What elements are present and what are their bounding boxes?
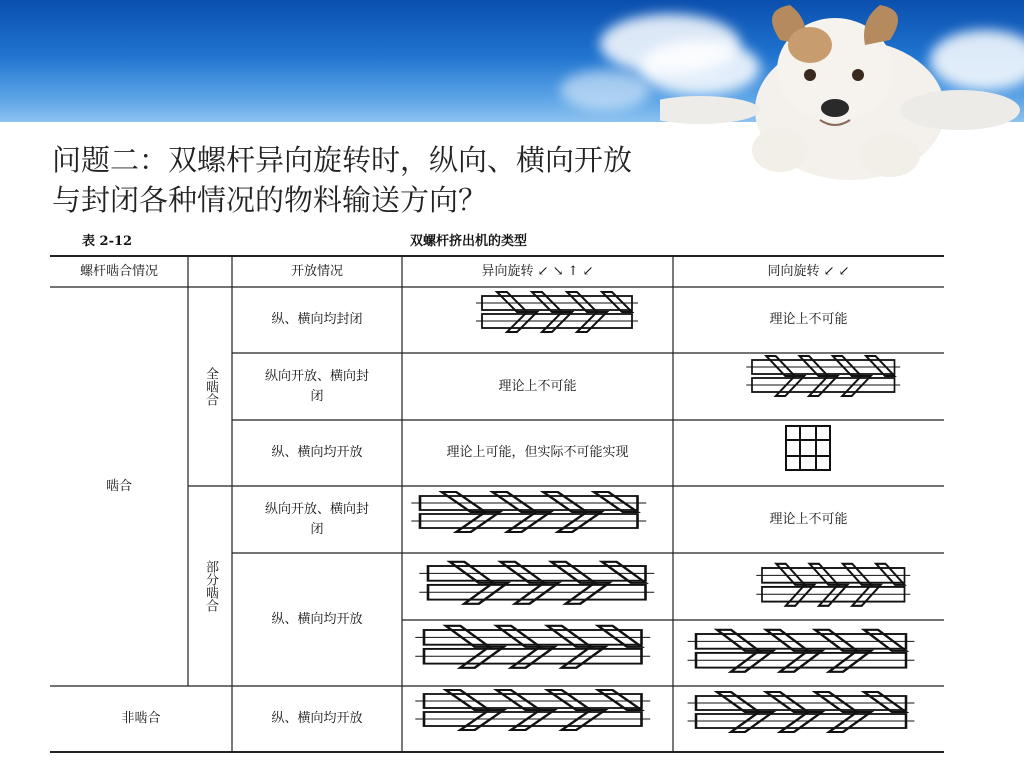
diagram-row6-co [688, 692, 915, 732]
diagram-row2-co [746, 356, 900, 396]
row-4-co-text: 理论上不可能 [769, 511, 848, 527]
diagram-row3-co [786, 426, 830, 470]
header-co-rotating: 同向旋转 ↙ ↙ [767, 263, 850, 279]
group-full-intermeshing: 全啮合 [203, 367, 218, 406]
row-2-open: 纵向开放、横向封闭 [264, 368, 369, 404]
group-intermeshing: 啮合 [105, 478, 132, 494]
group-non-intermeshing: 非啮合 [121, 711, 161, 726]
row-6-open: 纵、横向均开放 [271, 711, 363, 726]
diagram-row5a-co [756, 564, 910, 606]
row-1-open: 纵、横向均封闭 [271, 312, 363, 327]
row-4-open: 纵向开放、横向封闭 [264, 501, 369, 537]
diagram-row1-counter [476, 292, 638, 332]
row-3-counter-text: 理论上可能，但实际不可能实现 [446, 445, 629, 460]
header-counter-rotating: 异向旋转 ↙ ↘ ↑ ↙ [481, 263, 594, 279]
diagram-row4-counter [411, 492, 646, 532]
table-number: 表 2-12 [82, 234, 133, 249]
row-3-open: 纵、横向均开放 [271, 445, 363, 460]
row-5-open: 纵、横向均开放 [271, 611, 363, 627]
diagram-row5b-counter [415, 626, 650, 668]
header-open-condition: 开放情况 [290, 263, 343, 279]
diagram-row5a-counter [419, 562, 654, 604]
group-partial-intermeshing: 部分啮合 [203, 560, 218, 612]
diagram-row5b-co [688, 630, 915, 672]
diagram-row6-counter [415, 690, 650, 730]
title-line-2: 与封闭各种情况的物料输送方向？ [52, 183, 488, 217]
row-2-counter-text: 理论上不可能 [498, 378, 577, 394]
row-1-co-text: 理论上不可能 [769, 312, 848, 327]
header-engagement: 螺杆啮合情况 [79, 263, 158, 279]
table-caption: 双螺杆挤出机的类型 [410, 234, 528, 249]
title-line-1: 问题二：双螺杆异向旋转时，纵向、横向开放 [52, 143, 633, 177]
